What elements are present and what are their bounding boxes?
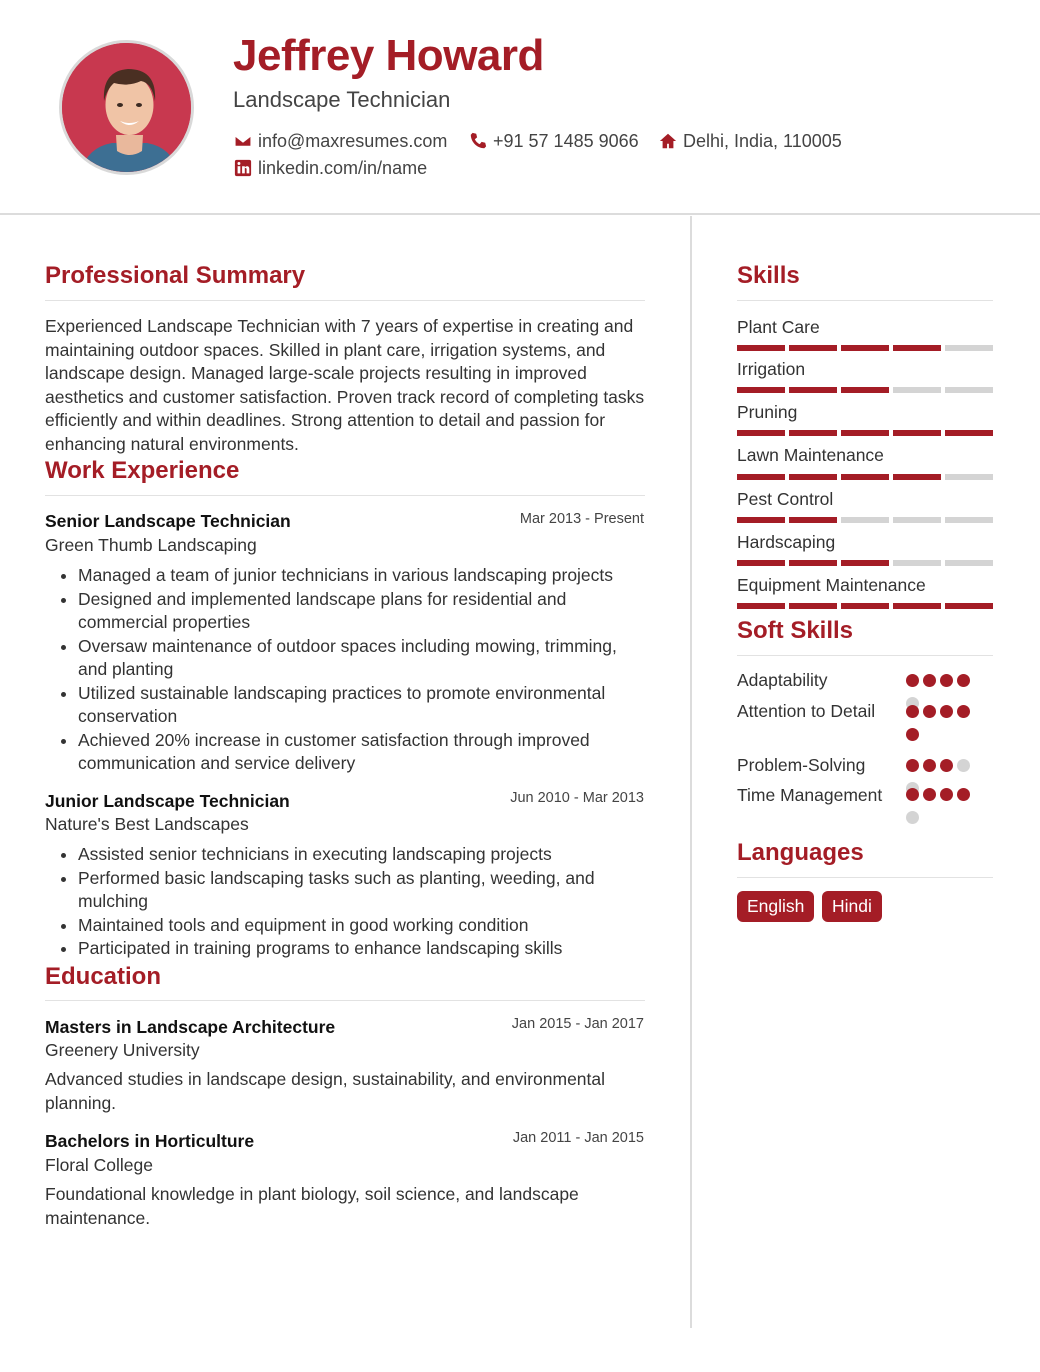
job-company: Green Thumb Landscaping: [45, 535, 257, 555]
rating-segment: [893, 430, 941, 436]
section-rule: [45, 300, 645, 301]
rating-segment: [893, 560, 941, 566]
rating-segment: [789, 430, 837, 436]
skill-name: Equipment Maintenance: [737, 575, 926, 595]
rating-segment: [841, 474, 889, 480]
job-bullets: [78, 564, 648, 776]
rating-segment: [841, 603, 889, 609]
contact-phone[interactable]: [469, 129, 639, 153]
experience-heading: Work Experience: [45, 457, 240, 484]
rating-segment: [789, 603, 837, 609]
location-text: Delhi, India, 110005: [683, 131, 842, 151]
soft-skill-name: Adaptability: [737, 670, 828, 690]
linkedin-text: linkedin.com/in/name: [258, 158, 428, 178]
contact-email[interactable]: [234, 129, 447, 153]
school-name: Greenery University: [45, 1040, 200, 1060]
degree-date: Jan 2015 - Jan 2017: [511, 1016, 644, 1032]
home-icon: [659, 132, 677, 150]
bullet-item: Designed and implemented landscape plans for residential and commercial properties: [78, 588, 648, 635]
rating-segment: [789, 560, 837, 566]
rating-segment: [737, 430, 785, 436]
avatar-illustration: [62, 43, 194, 175]
phone-text: +91 57 1485 9066: [493, 131, 639, 151]
rating-dot: [957, 759, 970, 772]
rating-dot: [906, 728, 919, 741]
bullet-item: Utilized sustainable landscaping practices to promote environmental conservation: [78, 682, 648, 729]
rating-segment: [893, 387, 941, 393]
job-date: Jun 2010 - Mar 2013: [510, 790, 644, 806]
rating-dot: [940, 788, 953, 801]
rating-segment: [893, 474, 941, 480]
envelope-icon: [234, 132, 252, 150]
candidate-title: Landscape Technician: [233, 87, 451, 112]
rating-segment: [789, 517, 837, 523]
skill-name: Lawn Maintenance: [737, 445, 884, 465]
rating-segment: [841, 430, 889, 436]
degree-title: Masters in Landscape Architecture: [45, 1017, 336, 1037]
rating-dot: [906, 788, 919, 801]
phone-icon: [469, 132, 487, 150]
skill-rating-bar: [737, 560, 993, 566]
bullet-item: Maintained tools and equipment in good working condition: [78, 914, 648, 938]
languages-heading: Languages: [737, 839, 864, 866]
column-divider: [690, 216, 692, 1328]
skill-rating-bar: [737, 387, 993, 393]
rating-dot: [923, 705, 936, 718]
contact-linkedin[interactable]: [234, 156, 427, 180]
contact-location: [659, 129, 842, 153]
rating-segment: [841, 560, 889, 566]
section-rule: [737, 300, 993, 301]
rating-segment: [945, 387, 993, 393]
rating-segment: [789, 474, 837, 480]
rating-segment: [945, 560, 993, 566]
profile-photo: [59, 40, 194, 175]
linkedin-icon: [234, 159, 252, 177]
skill-rating-bar: [737, 603, 993, 609]
rating-dot: [923, 788, 936, 801]
rating-dot: [923, 674, 936, 687]
email-text: info@maxresumes.com: [258, 131, 448, 151]
rating-segment: [789, 387, 837, 393]
bullet-item: Achieved 20% increase in customer satisfaction through improved communication and service delivery: [78, 729, 648, 776]
skill-name: Irrigation: [737, 359, 806, 379]
skill-rating-bar: [737, 430, 993, 436]
rating-dot: [957, 788, 970, 801]
skill-rating-bar: [737, 474, 993, 480]
degree-date: Jan 2011 - Jan 2015: [512, 1130, 644, 1146]
job-date: Mar 2013 - Present: [519, 511, 644, 527]
language-tag: Hindi: [822, 891, 882, 922]
rating-segment: [945, 517, 993, 523]
rating-dot: [923, 759, 936, 772]
job-title: Senior Landscape Technician: [45, 511, 291, 531]
degree-description: Foundational knowledge in plant biology, soil science, and landscape maintenance.: [45, 1184, 579, 1228]
rating-segment: [893, 517, 941, 523]
job-title: Junior Landscape Technician: [45, 791, 290, 811]
skill-name: Plant Care: [737, 317, 820, 337]
rating-segment: [737, 560, 785, 566]
school-name: Floral College: [45, 1155, 153, 1175]
soft-skill-rating: [906, 705, 978, 741]
section-rule: [45, 495, 645, 496]
rating-segment: [893, 345, 941, 351]
rating-segment: [945, 430, 993, 436]
job-bullets: [78, 843, 648, 961]
section-rule: [737, 655, 993, 656]
rating-segment: [737, 474, 785, 480]
rating-segment: [737, 603, 785, 609]
soft-skills-heading: Soft Skills: [737, 617, 854, 644]
skills-heading: Skills: [737, 262, 800, 289]
skill-name: Hardscaping: [737, 532, 836, 552]
rating-dot: [906, 759, 919, 772]
education-heading: Education: [45, 963, 162, 990]
soft-skill-name: Time Management: [737, 785, 883, 805]
rating-segment: [737, 517, 785, 523]
candidate-name: Jeffrey Howard: [233, 31, 544, 80]
rating-dot: [906, 705, 919, 718]
rating-dot: [906, 811, 919, 824]
bullet-item: Participated in training programs to enhance landscaping skills: [78, 937, 648, 961]
language-tag: English: [737, 891, 814, 922]
rating-segment: [789, 345, 837, 351]
degree-description: Advanced studies in landscape design, sustainability, and environmental planning.: [45, 1069, 606, 1113]
soft-skill-rating: [906, 788, 978, 824]
soft-skill-name: Attention to Detail: [737, 701, 876, 721]
bullet-item: Oversaw maintenance of outdoor spaces including mowing, trimming, and planting: [78, 635, 648, 682]
skill-rating-bar: [737, 345, 993, 351]
degree-title: Bachelors in Horticulture: [45, 1131, 255, 1151]
job-company: Nature's Best Landscapes: [45, 814, 249, 834]
rating-dot: [957, 705, 970, 718]
rating-segment: [893, 603, 941, 609]
rating-segment: [841, 517, 889, 523]
summary-heading: Professional Summary: [45, 262, 306, 289]
rating-segment: [945, 603, 993, 609]
summary-text: Experienced Landscape Technician with 7 years of expertise in creating and maintaining outdoor spaces. Skilled in plant care, irrigation systems, and landscape design. Managed large-scale projects resulting in improved aesthetics and customer satisfaction. Proven track record of completing tasks efficiently and within deadlines. Strong attention to detail and passion for enhancing natural environments.: [45, 316, 645, 454]
rating-dot: [906, 674, 919, 687]
skill-name: Pruning: [737, 402, 798, 422]
skill-name: Pest Control: [737, 489, 834, 509]
rating-segment: [737, 345, 785, 351]
rating-segment: [841, 387, 889, 393]
bullet-item: Performed basic landscaping tasks such as planting, weeding, and mulching: [78, 867, 648, 914]
rating-segment: [737, 387, 785, 393]
section-rule: [45, 1000, 645, 1001]
bullet-item: Managed a team of junior technicians in various landscaping projects: [78, 564, 648, 588]
resume-header: [0, 0, 1040, 215]
soft-skill-name: Problem-Solving: [737, 755, 866, 775]
section-rule: [737, 877, 993, 878]
rating-segment: [945, 345, 993, 351]
rating-dot: [940, 674, 953, 687]
rating-segment: [841, 345, 889, 351]
skill-rating-bar: [737, 517, 993, 523]
rating-dot: [940, 705, 953, 718]
bullet-item: Assisted senior technicians in executing landscaping projects: [78, 843, 648, 867]
rating-dot: [940, 759, 953, 772]
rating-dot: [957, 674, 970, 687]
rating-segment: [945, 474, 993, 480]
